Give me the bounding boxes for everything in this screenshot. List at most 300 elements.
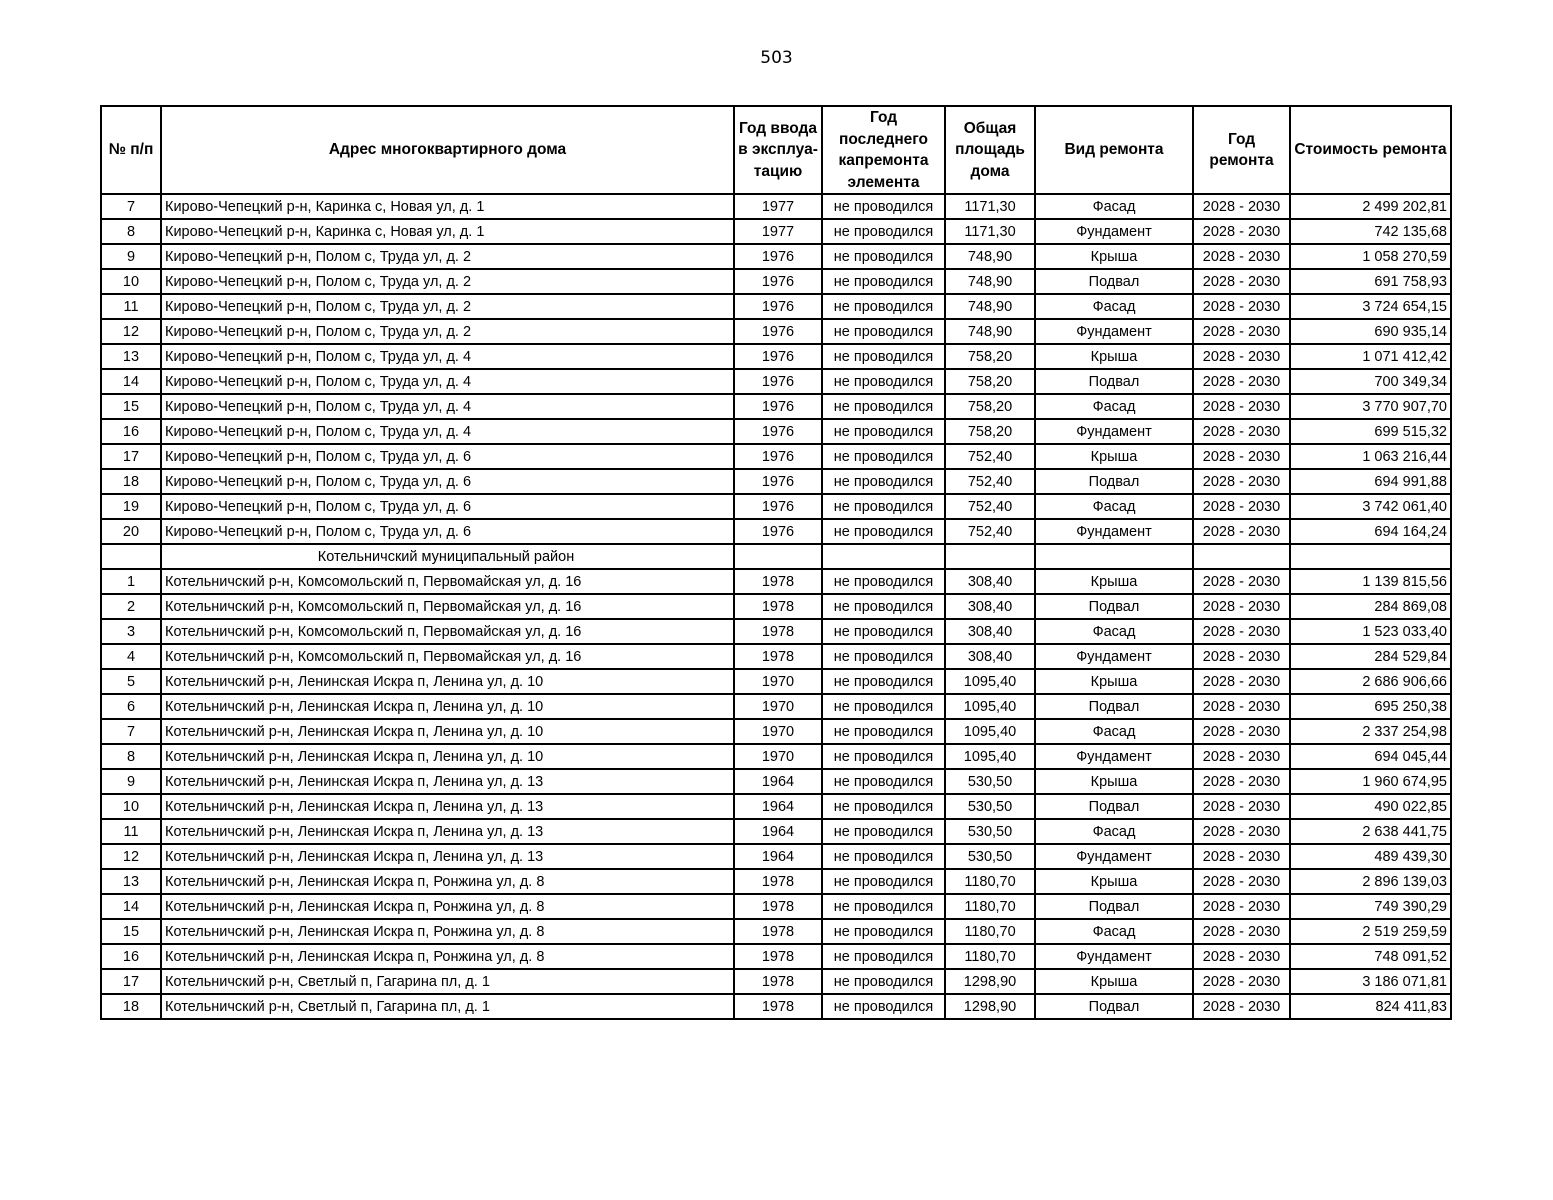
cell-last-overhaul: не проводился <box>822 269 945 294</box>
cell-year-commissioned: 1976 <box>734 444 822 469</box>
cell-last-overhaul: не проводился <box>822 319 945 344</box>
cell-total-area: 748,90 <box>945 294 1035 319</box>
cell-year-commissioned: 1978 <box>734 969 822 994</box>
table-row <box>101 269 1451 294</box>
cell-num: 15 <box>101 919 161 944</box>
cell-repair-cost: 691 758,93 <box>1290 269 1451 294</box>
table-row <box>101 719 1451 744</box>
cell-address: Котельничский р-н, Ленинская Искра п, Ленина ул, д. 13 <box>161 769 734 794</box>
cell-last-overhaul: не проводился <box>822 419 945 444</box>
cell-address: Кирово-Чепецкий р-н, Полом с, Труда ул, д. 2 <box>161 294 734 319</box>
cell-address: Котельничский р-н, Ленинская Искра п, Ленина ул, д. 10 <box>161 719 734 744</box>
table-row <box>101 944 1451 969</box>
cell-year-commissioned: 1977 <box>734 194 822 219</box>
section-row <box>101 544 1451 569</box>
cell-repair-type: Подвал <box>1035 994 1193 1019</box>
cell-repair-year: 2028 - 2030 <box>1193 819 1290 844</box>
cell-repair-type: Фундамент <box>1035 644 1193 669</box>
cell-repair-year: 2028 - 2030 <box>1193 944 1290 969</box>
cell-total-area: 752,40 <box>945 444 1035 469</box>
cell-num <box>101 544 161 569</box>
cell-repair-year: 2028 - 2030 <box>1193 294 1290 319</box>
cell-year-commissioned: 1976 <box>734 319 822 344</box>
cell-num: 16 <box>101 944 161 969</box>
cell-last-overhaul: не проводился <box>822 219 945 244</box>
cell-total-area: 1180,70 <box>945 894 1035 919</box>
cell-address: Котельничский р-н, Ленинская Искра п, Ленина ул, д. 10 <box>161 694 734 719</box>
section-title: Котельничский муниципальный район <box>161 544 734 569</box>
cell-repair-cost: 824 411,83 <box>1290 994 1451 1019</box>
table-row <box>101 294 1451 319</box>
cell-repair-type: Крыша <box>1035 444 1193 469</box>
cell-address: Котельничский р-н, Ленинская Искра п, Ленина ул, д. 10 <box>161 669 734 694</box>
cell-last-overhaul: не проводился <box>822 669 945 694</box>
table-row <box>101 894 1451 919</box>
table-row <box>101 819 1451 844</box>
cell-total-area: 748,90 <box>945 244 1035 269</box>
cell-repair-cost <box>1290 544 1451 569</box>
table-row <box>101 844 1451 869</box>
table-row <box>101 244 1451 269</box>
cell-repair-year: 2028 - 2030 <box>1193 994 1290 1019</box>
cell-repair-year: 2028 - 2030 <box>1193 419 1290 444</box>
cell-repair-year: 2028 - 2030 <box>1193 469 1290 494</box>
cell-num: 5 <box>101 669 161 694</box>
cell-address: Кирово-Чепецкий р-н, Полом с, Труда ул, д. 4 <box>161 369 734 394</box>
table-row <box>101 219 1451 244</box>
cell-repair-type: Фундамент <box>1035 419 1193 444</box>
cell-year-commissioned: 1978 <box>734 594 822 619</box>
cell-address: Котельничский р-н, Светлый п, Гагарина пл, д. 1 <box>161 969 734 994</box>
cell-address: Котельничский р-н, Ленинская Искра п, Ленина ул, д. 13 <box>161 794 734 819</box>
table-row <box>101 794 1451 819</box>
cell-total-area: 1180,70 <box>945 944 1035 969</box>
cell-repair-year: 2028 - 2030 <box>1193 219 1290 244</box>
cell-repair-cost: 489 439,30 <box>1290 844 1451 869</box>
cell-repair-type: Подвал <box>1035 269 1193 294</box>
cell-num: 18 <box>101 469 161 494</box>
cell-num: 8 <box>101 744 161 769</box>
cell-address: Котельничский р-н, Светлый п, Гагарина пл, д. 1 <box>161 994 734 1019</box>
cell-repair-type: Крыша <box>1035 969 1193 994</box>
cell-last-overhaul: не проводился <box>822 819 945 844</box>
cell-repair-type: Крыша <box>1035 569 1193 594</box>
cell-year-commissioned: 1976 <box>734 369 822 394</box>
table-row <box>101 419 1451 444</box>
cell-repair-cost: 694 164,24 <box>1290 519 1451 544</box>
cell-last-overhaul: не проводился <box>822 894 945 919</box>
cell-last-overhaul: не проводился <box>822 994 945 1019</box>
cell-repair-type: Крыша <box>1035 769 1193 794</box>
table-row <box>101 644 1451 669</box>
header-year-commissioned: Год ввода в эксплуа-тацию <box>734 106 822 194</box>
cell-num: 9 <box>101 244 161 269</box>
cell-total-area: 530,50 <box>945 769 1035 794</box>
table-row <box>101 494 1451 519</box>
cell-repair-type <box>1035 544 1193 569</box>
table-row <box>101 694 1451 719</box>
cell-last-overhaul: не проводился <box>822 194 945 219</box>
cell-year-commissioned: 1976 <box>734 419 822 444</box>
cell-last-overhaul: не проводился <box>822 344 945 369</box>
cell-repair-year: 2028 - 2030 <box>1193 269 1290 294</box>
cell-total-area: 758,20 <box>945 344 1035 369</box>
cell-num: 16 <box>101 419 161 444</box>
table-row <box>101 869 1451 894</box>
header-total-area: Общая площадь дома <box>945 106 1035 194</box>
cell-total-area: 1095,40 <box>945 744 1035 769</box>
cell-year-commissioned <box>734 544 822 569</box>
table-row <box>101 444 1451 469</box>
cell-year-commissioned: 1978 <box>734 869 822 894</box>
cell-last-overhaul: не проводился <box>822 719 945 744</box>
cell-total-area: 758,20 <box>945 369 1035 394</box>
cell-repair-type: Крыша <box>1035 869 1193 894</box>
table-row <box>101 369 1451 394</box>
cell-repair-type: Фасад <box>1035 494 1193 519</box>
cell-num: 3 <box>101 619 161 644</box>
cell-repair-cost: 2 337 254,98 <box>1290 719 1451 744</box>
page-number: 503 <box>760 48 793 68</box>
cell-repair-cost: 284 869,08 <box>1290 594 1451 619</box>
cell-last-overhaul: не проводился <box>822 969 945 994</box>
cell-address: Котельничский р-н, Ленинская Искра п, Ленина ул, д. 13 <box>161 819 734 844</box>
cell-year-commissioned: 1978 <box>734 994 822 1019</box>
cell-address: Котельничский р-н, Комсомольский п, Первомайская ул, д. 16 <box>161 619 734 644</box>
cell-last-overhaul: не проводился <box>822 494 945 519</box>
cell-repair-cost: 700 349,34 <box>1290 369 1451 394</box>
cell-address: Кирово-Чепецкий р-н, Полом с, Труда ул, д. 4 <box>161 419 734 444</box>
cell-repair-type: Фасад <box>1035 919 1193 944</box>
cell-address: Котельничский р-н, Ленинская Искра п, Ронжина ул, д. 8 <box>161 944 734 969</box>
header-last-overhaul: Год последнего капремонта элемента <box>822 106 945 194</box>
cell-total-area: 1171,30 <box>945 219 1035 244</box>
cell-last-overhaul: не проводился <box>822 694 945 719</box>
cell-year-commissioned: 1970 <box>734 694 822 719</box>
cell-total-area <box>945 544 1035 569</box>
cell-address: Кирово-Чепецкий р-н, Полом с, Труда ул, д. 6 <box>161 494 734 519</box>
cell-total-area: 1095,40 <box>945 669 1035 694</box>
cell-num: 20 <box>101 519 161 544</box>
cell-repair-year: 2028 - 2030 <box>1193 569 1290 594</box>
cell-repair-type: Подвал <box>1035 469 1193 494</box>
cell-year-commissioned: 1970 <box>734 744 822 769</box>
cell-total-area: 1298,90 <box>945 994 1035 1019</box>
repair-table <box>100 105 1452 1020</box>
cell-year-commissioned: 1964 <box>734 794 822 819</box>
cell-repair-cost: 1 523 033,40 <box>1290 619 1451 644</box>
cell-repair-year: 2028 - 2030 <box>1193 444 1290 469</box>
cell-year-commissioned: 1978 <box>734 919 822 944</box>
header-row <box>101 106 1451 194</box>
cell-repair-cost: 1 063 216,44 <box>1290 444 1451 469</box>
cell-repair-type: Фасад <box>1035 619 1193 644</box>
cell-last-overhaul: не проводился <box>822 469 945 494</box>
cell-year-commissioned: 1976 <box>734 394 822 419</box>
cell-address: Кирово-Чепецкий р-н, Полом с, Труда ул, д. 2 <box>161 244 734 269</box>
cell-last-overhaul: не проводился <box>822 744 945 769</box>
table-row <box>101 344 1451 369</box>
cell-repair-year: 2028 - 2030 <box>1193 694 1290 719</box>
cell-repair-cost: 2 896 139,03 <box>1290 869 1451 894</box>
cell-address: Кирово-Чепецкий р-н, Полом с, Труда ул, д. 2 <box>161 319 734 344</box>
cell-num: 2 <box>101 594 161 619</box>
cell-total-area: 308,40 <box>945 619 1035 644</box>
cell-repair-type: Фундамент <box>1035 519 1193 544</box>
cell-year-commissioned: 1978 <box>734 944 822 969</box>
header-repair-cost: Стоимость ремонта <box>1290 106 1451 194</box>
cell-repair-cost: 3 770 907,70 <box>1290 394 1451 419</box>
cell-repair-type: Фундамент <box>1035 319 1193 344</box>
cell-total-area: 530,50 <box>945 794 1035 819</box>
cell-repair-type: Фасад <box>1035 294 1193 319</box>
cell-year-commissioned: 1978 <box>734 644 822 669</box>
cell-repair-year: 2028 - 2030 <box>1193 669 1290 694</box>
cell-total-area: 530,50 <box>945 844 1035 869</box>
cell-address: Кирово-Чепецкий р-н, Полом с, Труда ул, д. 4 <box>161 344 734 369</box>
cell-address: Котельничский р-н, Комсомольский п, Первомайская ул, д. 16 <box>161 644 734 669</box>
cell-total-area: 752,40 <box>945 494 1035 519</box>
cell-repair-year: 2028 - 2030 <box>1193 619 1290 644</box>
cell-year-commissioned: 1976 <box>734 519 822 544</box>
cell-repair-cost: 694 991,88 <box>1290 469 1451 494</box>
cell-repair-year: 2028 - 2030 <box>1193 969 1290 994</box>
table-row <box>101 469 1451 494</box>
cell-year-commissioned: 1964 <box>734 819 822 844</box>
cell-repair-year: 2028 - 2030 <box>1193 494 1290 519</box>
cell-last-overhaul: не проводился <box>822 444 945 469</box>
cell-repair-cost: 490 022,85 <box>1290 794 1451 819</box>
cell-repair-type: Подвал <box>1035 369 1193 394</box>
cell-last-overhaul: не проводился <box>822 519 945 544</box>
cell-repair-cost: 2 499 202,81 <box>1290 194 1451 219</box>
cell-num: 10 <box>101 794 161 819</box>
cell-repair-type: Фасад <box>1035 194 1193 219</box>
cell-repair-cost: 3 742 061,40 <box>1290 494 1451 519</box>
table-row <box>101 969 1451 994</box>
cell-year-commissioned: 1978 <box>734 569 822 594</box>
cell-address: Кирово-Чепецкий р-н, Полом с, Труда ул, д. 4 <box>161 394 734 419</box>
cell-num: 14 <box>101 894 161 919</box>
cell-num: 7 <box>101 194 161 219</box>
cell-year-commissioned: 1976 <box>734 494 822 519</box>
cell-address: Котельничский р-н, Ленинская Искра п, Ронжина ул, д. 8 <box>161 919 734 944</box>
cell-total-area: 758,20 <box>945 419 1035 444</box>
cell-last-overhaul: не проводился <box>822 394 945 419</box>
table-row <box>101 519 1451 544</box>
cell-repair-cost: 694 045,44 <box>1290 744 1451 769</box>
cell-num: 6 <box>101 694 161 719</box>
cell-repair-year: 2028 - 2030 <box>1193 744 1290 769</box>
cell-repair-cost: 1 960 674,95 <box>1290 769 1451 794</box>
cell-last-overhaul: не проводился <box>822 369 945 394</box>
cell-last-overhaul: не проводился <box>822 844 945 869</box>
cell-total-area: 752,40 <box>945 469 1035 494</box>
cell-address: Кирово-Чепецкий р-н, Полом с, Труда ул, д. 6 <box>161 444 734 469</box>
cell-repair-cost: 742 135,68 <box>1290 219 1451 244</box>
cell-last-overhaul <box>822 544 945 569</box>
table-row <box>101 319 1451 344</box>
cell-last-overhaul: не проводился <box>822 244 945 269</box>
cell-address: Котельничский р-н, Ленинская Искра п, Ленина ул, д. 13 <box>161 844 734 869</box>
cell-last-overhaul: не проводился <box>822 644 945 669</box>
cell-total-area: 308,40 <box>945 569 1035 594</box>
cell-last-overhaul: не проводился <box>822 594 945 619</box>
cell-num: 7 <box>101 719 161 744</box>
cell-repair-year: 2028 - 2030 <box>1193 344 1290 369</box>
cell-repair-type: Крыша <box>1035 244 1193 269</box>
cell-repair-type: Подвал <box>1035 694 1193 719</box>
cell-total-area: 308,40 <box>945 594 1035 619</box>
cell-num: 13 <box>101 344 161 369</box>
cell-num: 13 <box>101 869 161 894</box>
cell-repair-year: 2028 - 2030 <box>1193 769 1290 794</box>
cell-total-area: 758,20 <box>945 394 1035 419</box>
cell-last-overhaul: не проводился <box>822 294 945 319</box>
cell-repair-type: Крыша <box>1035 344 1193 369</box>
cell-year-commissioned: 1976 <box>734 344 822 369</box>
cell-year-commissioned: 1978 <box>734 894 822 919</box>
cell-address: Котельничский р-н, Ленинская Искра п, Ленина ул, д. 10 <box>161 744 734 769</box>
cell-repair-year: 2028 - 2030 <box>1193 194 1290 219</box>
cell-repair-year: 2028 - 2030 <box>1193 794 1290 819</box>
cell-repair-type: Фасад <box>1035 819 1193 844</box>
cell-num: 10 <box>101 269 161 294</box>
cell-num: 19 <box>101 494 161 519</box>
cell-repair-cost: 284 529,84 <box>1290 644 1451 669</box>
cell-num: 15 <box>101 394 161 419</box>
cell-last-overhaul: не проводился <box>822 944 945 969</box>
cell-year-commissioned: 1976 <box>734 469 822 494</box>
cell-repair-cost: 1 139 815,56 <box>1290 569 1451 594</box>
cell-repair-year: 2028 - 2030 <box>1193 844 1290 869</box>
cell-repair-type: Фасад <box>1035 394 1193 419</box>
cell-repair-type: Фасад <box>1035 719 1193 744</box>
cell-num: 12 <box>101 844 161 869</box>
cell-total-area: 308,40 <box>945 644 1035 669</box>
cell-repair-year: 2028 - 2030 <box>1193 244 1290 269</box>
cell-num: 4 <box>101 644 161 669</box>
cell-repair-cost: 3 186 071,81 <box>1290 969 1451 994</box>
cell-total-area: 1171,30 <box>945 194 1035 219</box>
table-row <box>101 194 1451 219</box>
table-row <box>101 994 1451 1019</box>
cell-num: 14 <box>101 369 161 394</box>
cell-year-commissioned: 1976 <box>734 294 822 319</box>
cell-num: 17 <box>101 444 161 469</box>
table-row <box>101 619 1451 644</box>
cell-total-area: 752,40 <box>945 519 1035 544</box>
cell-total-area: 1180,70 <box>945 919 1035 944</box>
cell-year-commissioned: 1970 <box>734 669 822 694</box>
cell-num: 8 <box>101 219 161 244</box>
cell-year-commissioned: 1964 <box>734 769 822 794</box>
cell-repair-year: 2028 - 2030 <box>1193 644 1290 669</box>
cell-repair-cost: 1 071 412,42 <box>1290 344 1451 369</box>
cell-address: Кирово-Чепецкий р-н, Каринка с, Новая ул, д. 1 <box>161 219 734 244</box>
cell-total-area: 530,50 <box>945 819 1035 844</box>
cell-repair-cost: 2 686 906,66 <box>1290 669 1451 694</box>
cell-address: Кирово-Чепецкий р-н, Полом с, Труда ул, д. 6 <box>161 519 734 544</box>
cell-repair-year: 2028 - 2030 <box>1193 519 1290 544</box>
cell-address: Кирово-Чепецкий р-н, Полом с, Труда ул, д. 6 <box>161 469 734 494</box>
cell-address: Котельничский р-н, Ленинская Искра п, Ронжина ул, д. 8 <box>161 869 734 894</box>
header-repair-year: Год ремонта <box>1193 106 1290 194</box>
table-row <box>101 769 1451 794</box>
header-num: № п/п <box>101 106 161 194</box>
cell-repair-type: Подвал <box>1035 794 1193 819</box>
cell-last-overhaul: не проводился <box>822 769 945 794</box>
cell-num: 9 <box>101 769 161 794</box>
cell-year-commissioned: 1976 <box>734 269 822 294</box>
cell-last-overhaul: не проводился <box>822 919 945 944</box>
cell-address: Котельничский р-н, Ленинская Искра п, Ронжина ул, д. 8 <box>161 894 734 919</box>
cell-repair-year: 2028 - 2030 <box>1193 394 1290 419</box>
cell-num: 1 <box>101 569 161 594</box>
cell-repair-cost: 748 091,52 <box>1290 944 1451 969</box>
header-repair-type: Вид ремонта <box>1035 106 1193 194</box>
cell-last-overhaul: не проводился <box>822 619 945 644</box>
cell-repair-type: Подвал <box>1035 894 1193 919</box>
cell-num: 18 <box>101 994 161 1019</box>
cell-repair-cost: 749 390,29 <box>1290 894 1451 919</box>
cell-repair-cost: 2 638 441,75 <box>1290 819 1451 844</box>
cell-total-area: 748,90 <box>945 319 1035 344</box>
cell-repair-cost: 699 515,32 <box>1290 419 1451 444</box>
cell-repair-year: 2028 - 2030 <box>1193 319 1290 344</box>
cell-last-overhaul: не проводился <box>822 869 945 894</box>
cell-total-area: 1298,90 <box>945 969 1035 994</box>
cell-repair-cost: 2 519 259,59 <box>1290 919 1451 944</box>
table-row <box>101 594 1451 619</box>
cell-repair-year: 2028 - 2030 <box>1193 369 1290 394</box>
cell-year-commissioned: 1970 <box>734 719 822 744</box>
cell-year-commissioned: 1978 <box>734 619 822 644</box>
cell-total-area: 748,90 <box>945 269 1035 294</box>
cell-repair-year: 2028 - 2030 <box>1193 719 1290 744</box>
cell-year-commissioned: 1977 <box>734 219 822 244</box>
cell-total-area: 1095,40 <box>945 694 1035 719</box>
cell-total-area: 1095,40 <box>945 719 1035 744</box>
cell-year-commissioned: 1964 <box>734 844 822 869</box>
cell-num: 11 <box>101 819 161 844</box>
cell-address: Кирово-Чепецкий р-н, Полом с, Труда ул, д. 2 <box>161 269 734 294</box>
cell-num: 17 <box>101 969 161 994</box>
cell-repair-type: Подвал <box>1035 594 1193 619</box>
cell-repair-year <box>1193 544 1290 569</box>
cell-last-overhaul: не проводился <box>822 794 945 819</box>
table-row <box>101 744 1451 769</box>
cell-repair-year: 2028 - 2030 <box>1193 594 1290 619</box>
cell-address: Котельничский р-н, Комсомольский п, Первомайская ул, д. 16 <box>161 594 734 619</box>
cell-total-area: 1180,70 <box>945 869 1035 894</box>
cell-repair-year: 2028 - 2030 <box>1193 869 1290 894</box>
table-row <box>101 569 1451 594</box>
table-row <box>101 394 1451 419</box>
table-row <box>101 919 1451 944</box>
cell-year-commissioned: 1976 <box>734 244 822 269</box>
cell-repair-type: Фундамент <box>1035 844 1193 869</box>
cell-address: Кирово-Чепецкий р-н, Каринка с, Новая ул, д. 1 <box>161 194 734 219</box>
cell-num: 12 <box>101 319 161 344</box>
cell-repair-cost: 3 724 654,15 <box>1290 294 1451 319</box>
cell-address: Котельничский р-н, Комсомольский п, Первомайская ул, д. 16 <box>161 569 734 594</box>
cell-repair-cost: 1 058 270,59 <box>1290 244 1451 269</box>
cell-num: 11 <box>101 294 161 319</box>
cell-repair-type: Фундамент <box>1035 219 1193 244</box>
cell-repair-type: Крыша <box>1035 669 1193 694</box>
cell-repair-year: 2028 - 2030 <box>1193 919 1290 944</box>
